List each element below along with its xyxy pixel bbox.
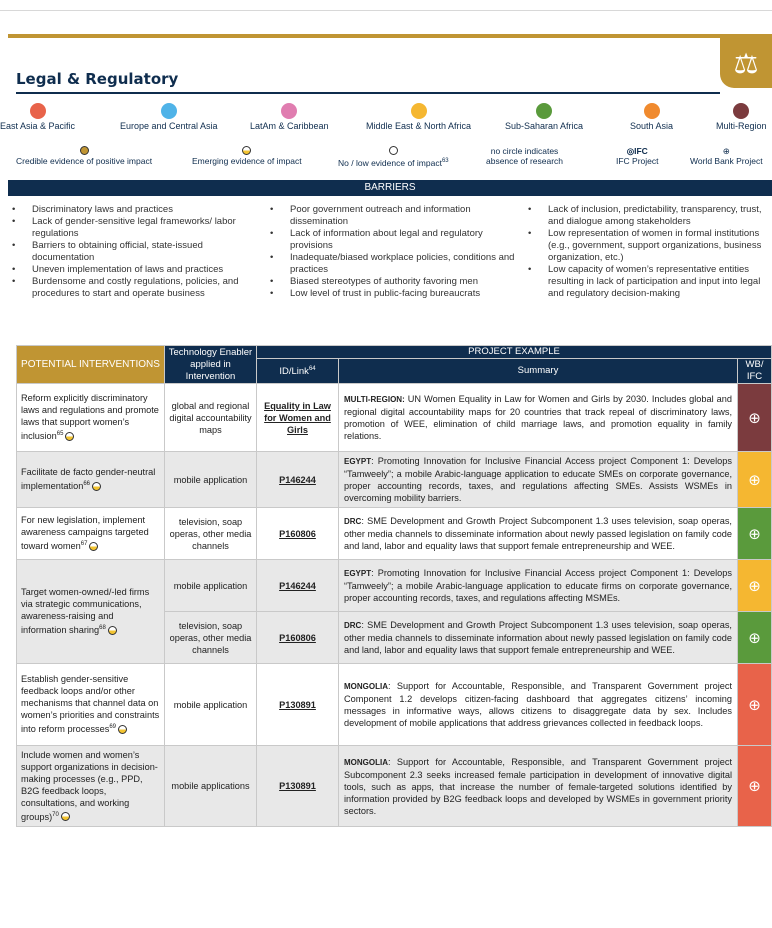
tech-enabler-cell: mobile application <box>165 664 257 746</box>
tech-enabler-cell: television, soap operas, other media channels <box>165 612 257 664</box>
summary-cell: MONGOLIA: Support for Accountable, Responsible, and Transparent Government project Subcomponent 2.3 seeks increased female participation in development of innovative digital tools, such as apps, that increase the number of female-targeted solutions identified by information provided by B2G feedback loops and developed by WSMEs in government priority sectors. <box>339 746 738 827</box>
region-dot <box>281 103 297 119</box>
barrier-item: • Low capacity of women’s representative entities resulting in lack of participation and input into legal and regulatory decision-making <box>524 264 772 300</box>
region-label: Europe and Central Asia <box>120 121 218 131</box>
globe-icon: ◎ <box>626 146 635 156</box>
region-label: Sub-Saharan Africa <box>505 121 584 131</box>
intervention-cell: For new legislation, implement awareness campaigns targeted toward women$^{67}$ <box>17 508 165 560</box>
globe-icon: ⊕ <box>738 560 772 612</box>
summary-cell: EGYPT: Promoting Innovation for Inclusive Financial Access project Component 1: Develops “Tamweely”; a mobile Arabic-language application to educate SMEs on corporate governance, proper accounting records, taxes, and regulations affecting SMEs. Assists WSMEs in overcoming mobility barriers. <box>339 452 738 508</box>
project-link[interactable]: P130891 <box>279 699 316 710</box>
summary-cell: EGYPT: Promoting Innovation for Inclusive Financial Access project Component 1: Develops “Tamweely”; a mobile Arabic-language application to educate firms on corporate governance, proper accounting records, taxes, and regulations affecting MSMEs. <box>339 560 738 612</box>
legend-emerging: Emerging evidence of impact <box>192 146 302 166</box>
barrier-item: • Burdensome and costly regulations, policies, and procedures to start and operate business <box>8 276 260 300</box>
globe-icon: ⊕ <box>738 664 772 746</box>
barrier-item: • Lack of information about legal and regulatory provisions <box>266 228 518 252</box>
id-cell <box>257 384 339 452</box>
tech-enabler-cell: mobile applications <box>165 746 257 827</box>
region-0 <box>0 103 75 131</box>
table-row <box>17 452 772 508</box>
tech-enabler-cell: television, soap operas, other media channels <box>165 508 257 560</box>
table-row <box>17 560 772 612</box>
barrier-item: • Lack of inclusion, predictability, transparency, trust, and dialogue among stakeholders <box>524 204 772 228</box>
barrier-item: • Low level of trust in public-facing bureaucrats <box>266 288 518 300</box>
legend-none: No / low evidence of impact$^{63}$ <box>338 146 449 168</box>
intervention-cell: Establish gender-sensitive feedback loops and/or other mechanisms that channel data on women’s priorities and constraints into reform processes$^{69}$ <box>17 664 165 746</box>
intervention-cell: Target women-owned/-led firms via strategic communications, awareness-raising and information sharing$^{68}$ <box>17 560 165 664</box>
summary-cell: MULTI-REGION: UN Women Equality in Law for Women and Girls by 2030. Includes global and regional digital accountability maps for 20 countries that track repeal of discriminatory laws, promotion of WEE, elimination of child marriage laws, and promotion equality in family relations. <box>339 384 738 452</box>
project-link[interactable]: P160806 <box>279 528 316 539</box>
summary-cell: DRC: SME Development and Growth Project Subcomponent 1.3 uses television, soap operas, other media channels to disseminate information about newly passed legislation on family code and land, labor and equality laws that support female entrepreneurship and WEE. <box>339 612 738 664</box>
table-row <box>17 664 772 746</box>
header-project-example: PROJECT EXAMPLE <box>257 346 772 359</box>
region-label: Multi-Region <box>716 121 767 131</box>
globe-icon: ⊕ <box>738 452 772 508</box>
region-4 <box>505 103 583 131</box>
project-link[interactable]: P146244 <box>279 580 316 591</box>
emerging-evidence-icon <box>65 432 74 441</box>
globe-icon: ⊕ <box>738 746 772 827</box>
table-row <box>17 746 772 827</box>
id-cell <box>257 612 339 664</box>
header-id-link: ID/Link$^{64}$ <box>257 359 339 384</box>
top-divider <box>0 10 772 11</box>
header-tech-enabler: Technology Enabler applied in Intervention <box>165 346 257 384</box>
region-dot <box>411 103 427 119</box>
page-title: Legal & Regulatory <box>16 70 179 88</box>
region-dot <box>733 103 749 119</box>
emerging-evidence-icon <box>108 626 117 635</box>
intervention-cell: Include women and women’s support organizations in decision-making processes (e.g., PPD, B2G feedback loops, consultations, and working groups)$^{70}$ <box>17 746 165 827</box>
scale-icon: ⚖ <box>720 38 772 88</box>
emerging-evidence-icon <box>61 812 70 821</box>
legend-credible: Credible evidence of positive impact <box>16 146 152 166</box>
id-cell <box>257 508 339 560</box>
barriers-col-1 <box>8 204 260 300</box>
summary-cell: MONGOLIA: Support for Accountable, Responsible, and Transparent Government project Component 1.2 develops citizen-facing dashboard that aggregates citizens’ incoming messages in informative ways, allows citizens to disaggregate data by sex. Includes development of mobile applications that address grievances collected in feedback loops. <box>339 664 738 746</box>
region-5 <box>630 103 673 131</box>
emerging-evidence-icon <box>92 482 101 491</box>
id-cell <box>257 664 339 746</box>
region-label: South Asia <box>630 121 674 131</box>
region-3 <box>366 103 471 131</box>
barriers-heading: BARRIERS <box>8 180 772 196</box>
region-dot <box>161 103 177 119</box>
project-link[interactable]: P130891 <box>279 781 316 792</box>
region-dot <box>644 103 660 119</box>
project-link[interactable]: P146244 <box>279 474 316 485</box>
project-link[interactable]: P160806 <box>279 632 316 643</box>
globe-icon: ⊕ <box>738 612 772 664</box>
summary-cell: DRC: SME Development and Growth Project Subcomponent 1.3 uses television, soap operas, other media channels to disseminate information about newly passed legislation on family code and land, labor and equality laws that support female entrepreneurship and WEE. <box>339 508 738 560</box>
barrier-item: • Barriers to obtaining official, state-issued documentation <box>8 240 260 264</box>
id-cell <box>257 746 339 827</box>
intervention-cell: Reform explicitly discriminatory laws and regulations and promote laws that support women’s inclusion$^{65}$ <box>17 384 165 452</box>
barrier-item: • Poor government outreach and information dissemination <box>266 204 518 228</box>
title-underline <box>16 92 720 94</box>
globe-icon: ⊕ <box>738 508 772 560</box>
barrier-item: • Uneven implementation of laws and practices <box>8 264 260 276</box>
region-label: Middle East & North Africa <box>366 121 472 131</box>
region-6 <box>716 103 767 131</box>
tech-enabler-cell: mobile application <box>165 452 257 508</box>
legend-wb: ⊕ World Bank Project <box>690 146 763 166</box>
table-row <box>17 508 772 560</box>
id-cell <box>257 452 339 508</box>
region-label: East Asia & Pacific <box>0 121 76 131</box>
tech-enabler-cell: mobile application <box>165 560 257 612</box>
header-summary: Summary <box>339 359 738 384</box>
tech-enabler-cell: global and regional digital accountability maps <box>165 384 257 452</box>
interventions-table <box>16 345 772 827</box>
table-row <box>17 384 772 452</box>
globe-icon: ⊕ <box>738 384 772 452</box>
header-interventions: POTENTIAL INTERVENTIONS <box>17 346 165 384</box>
intervention-cell: Facilitate de facto gender-neutral implementation$^{66}$ <box>17 452 165 508</box>
barrier-item: • Lack of gender-sensitive legal frameworks/ labor regulations <box>8 216 260 240</box>
region-dot <box>536 103 552 119</box>
id-cell <box>257 560 339 612</box>
barrier-item: • Low representation of women in formal institutions (e.g., government, support organizations, business organization, etc.) <box>524 228 772 264</box>
section-rule <box>8 34 772 38</box>
header-wb-ifc: WB/ IFC <box>738 359 772 384</box>
legend-nocircle: no circle indicates absence of research <box>486 146 564 166</box>
region-1 <box>120 103 218 131</box>
region-label: LatAm & Caribbean <box>250 121 329 131</box>
globe-icon: ⊕ <box>722 146 730 156</box>
barriers-col-3 <box>524 204 772 300</box>
barrier-item: • Inadequate/biased workplace policies, conditions and practices <box>266 252 518 276</box>
project-link[interactable]: Equality in Law for Women and Girls <box>264 400 331 435</box>
barrier-item: • Discriminatory laws and practices <box>8 204 260 216</box>
barriers-col-2 <box>266 204 518 300</box>
emerging-evidence-icon <box>118 725 127 734</box>
barrier-item: • Biased stereotypes of authority favoring men <box>266 276 518 288</box>
region-dot <box>30 103 46 119</box>
emerging-evidence-icon <box>89 542 98 551</box>
legend-ifc: ◎IFC IFC Project <box>616 146 659 166</box>
region-2 <box>250 103 329 131</box>
